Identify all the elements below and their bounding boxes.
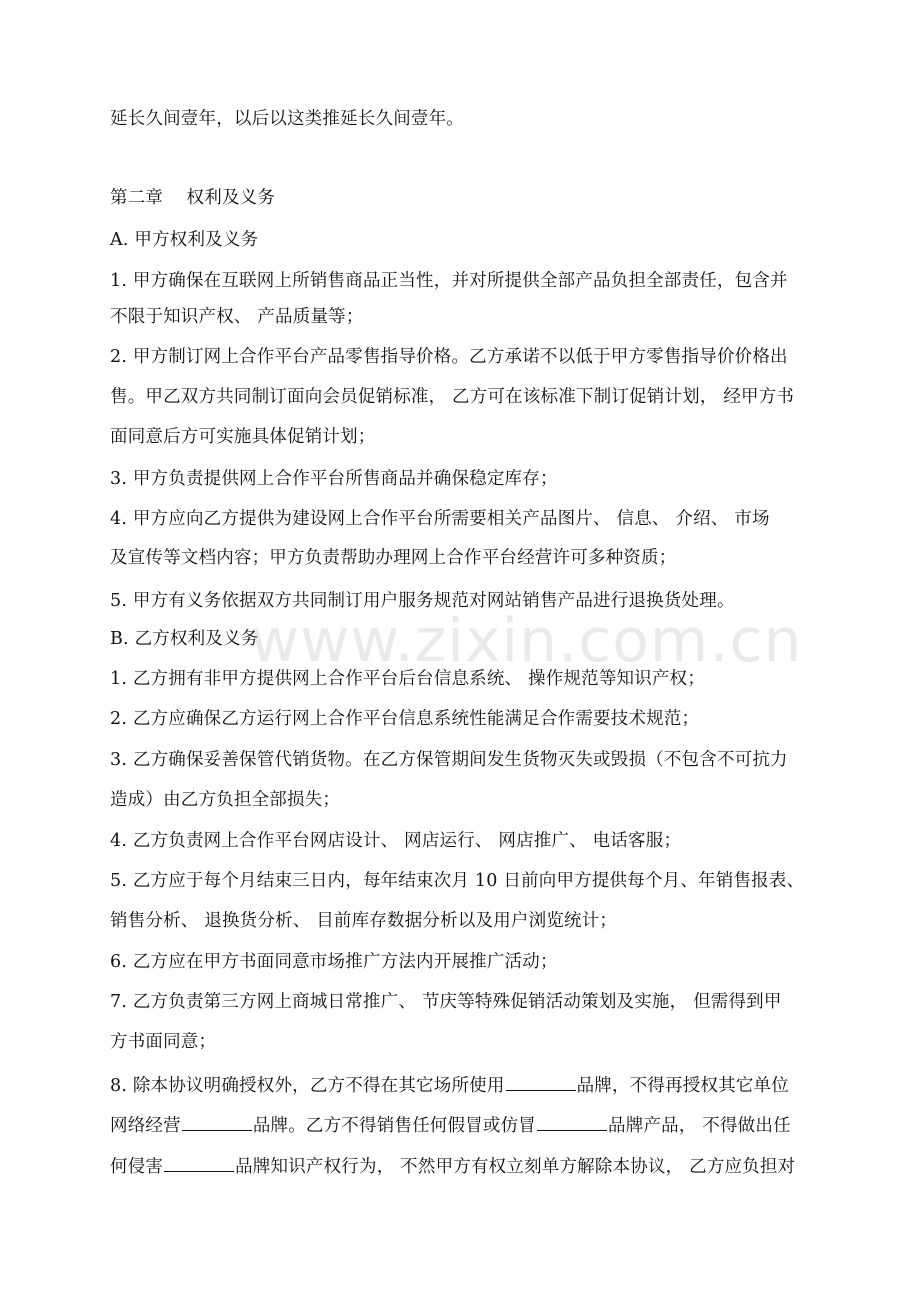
chapter-heading: 第二章 权利及义务 (110, 188, 276, 208)
text-line: 1. 乙方拥有非甲方提供网上合作平台后台信息系统、 操作规范等知识产权； (110, 669, 706, 689)
text-line: 1. 甲方确保在互联网上所销售商品正当性，并对所提供全部产品负担全部责任，包含并 (110, 271, 788, 291)
watermark: www.zixin.com.cn (250, 606, 803, 676)
text-line: 售。甲乙双方共同制订面向会员促销标准， 乙方可在该标准下制订促销计划， 经甲方书 (110, 387, 795, 407)
section-heading-a: A. 甲方权利及义务 (110, 230, 259, 250)
clause-8-line-2 (110, 1112, 822, 1137)
clause-8-line-1 (110, 1072, 822, 1097)
text-line: 延长久间壹年，以后以这类推延长久间壹年。 (110, 109, 464, 129)
text-segment: 何侵害 (110, 1157, 164, 1177)
clause-8-line-3 (110, 1153, 822, 1178)
text-line: 方书面同意； (110, 1032, 217, 1052)
brand-blank (164, 1153, 234, 1172)
text-line: 3. 甲方负责提供网上合作平台所售商品并确保稳定库存； (110, 469, 558, 489)
text-line: 不限于知识产权、 产品质量等； (110, 307, 364, 327)
text-line: 2. 乙方应确保乙方运行网上合作平台信息系统性能满足合作需要技术规范； (110, 709, 700, 729)
brand-blank (182, 1112, 252, 1131)
text-line: 4. 乙方负责网上合作平台网店设计、 网店运行、 网店推广、 电话客服； (110, 831, 682, 851)
text-segment: 品牌知识产权行为， 不然甲方有权立刻单方解除本协议， 乙方应负担对 (235, 1157, 796, 1177)
text-line: 5. 乙方应于每个月结束三日内，每年结束次月 10 日前向甲方提供每个月、年销售报表、 (110, 871, 805, 891)
text-line: 造成）由乙方负担全部损失； (110, 790, 341, 810)
text-segment: 8. 除本协议明确授权外，乙方不得在其它场所使用 (110, 1076, 505, 1096)
brand-blank (506, 1072, 576, 1091)
brand-blank (537, 1112, 607, 1131)
text-line: 5. 甲方有义务依据双方共同制订用户服务规范对网站销售产品进行退换货处理。 (110, 591, 735, 611)
text-line: 2. 甲方制订网上合作平台产品零售指导价格。乙方承诺不以低于甲方零售指导价价格出 (110, 347, 788, 367)
text-line: 6. 乙方应在甲方书面同意市场推广方法内开展推广活动； (110, 952, 558, 972)
text-line: 面同意后方可实施具体促销计划； (110, 427, 376, 447)
text-line: 4. 甲方应向乙方提供为建设网上合作平台所需要相关产品图片、 信息、 介绍、 市场 (110, 509, 770, 529)
text-segment: 品牌。乙方不得销售任何假冒或仿冒 (252, 1116, 537, 1136)
text-line: 7. 乙方负责第三方网上商城日常推广、 节庆等特殊促销活动策划及实施， 但需得到甲 (110, 992, 782, 1012)
text-segment: 品牌产品， 不得做出任 (608, 1116, 791, 1136)
text-segment: 品牌，不得再授权其它单位 (576, 1076, 789, 1096)
section-heading-b: B. 乙方权利及义务 (110, 629, 259, 649)
text-segment: 网络经营 (110, 1116, 181, 1136)
text-line: 销售分析、 退换货分析、 目前库存数据分析以及用户浏览统计； (110, 911, 618, 931)
text-line: 3. 乙方确保妥善保管代销货物。在乙方保管期间发生货物灭失或毁损（不包含不可抗力 (110, 750, 788, 770)
text-line: 及宣传等文档内容；甲方负责帮助办理网上合作平台经营许可多种资质； (110, 548, 677, 568)
